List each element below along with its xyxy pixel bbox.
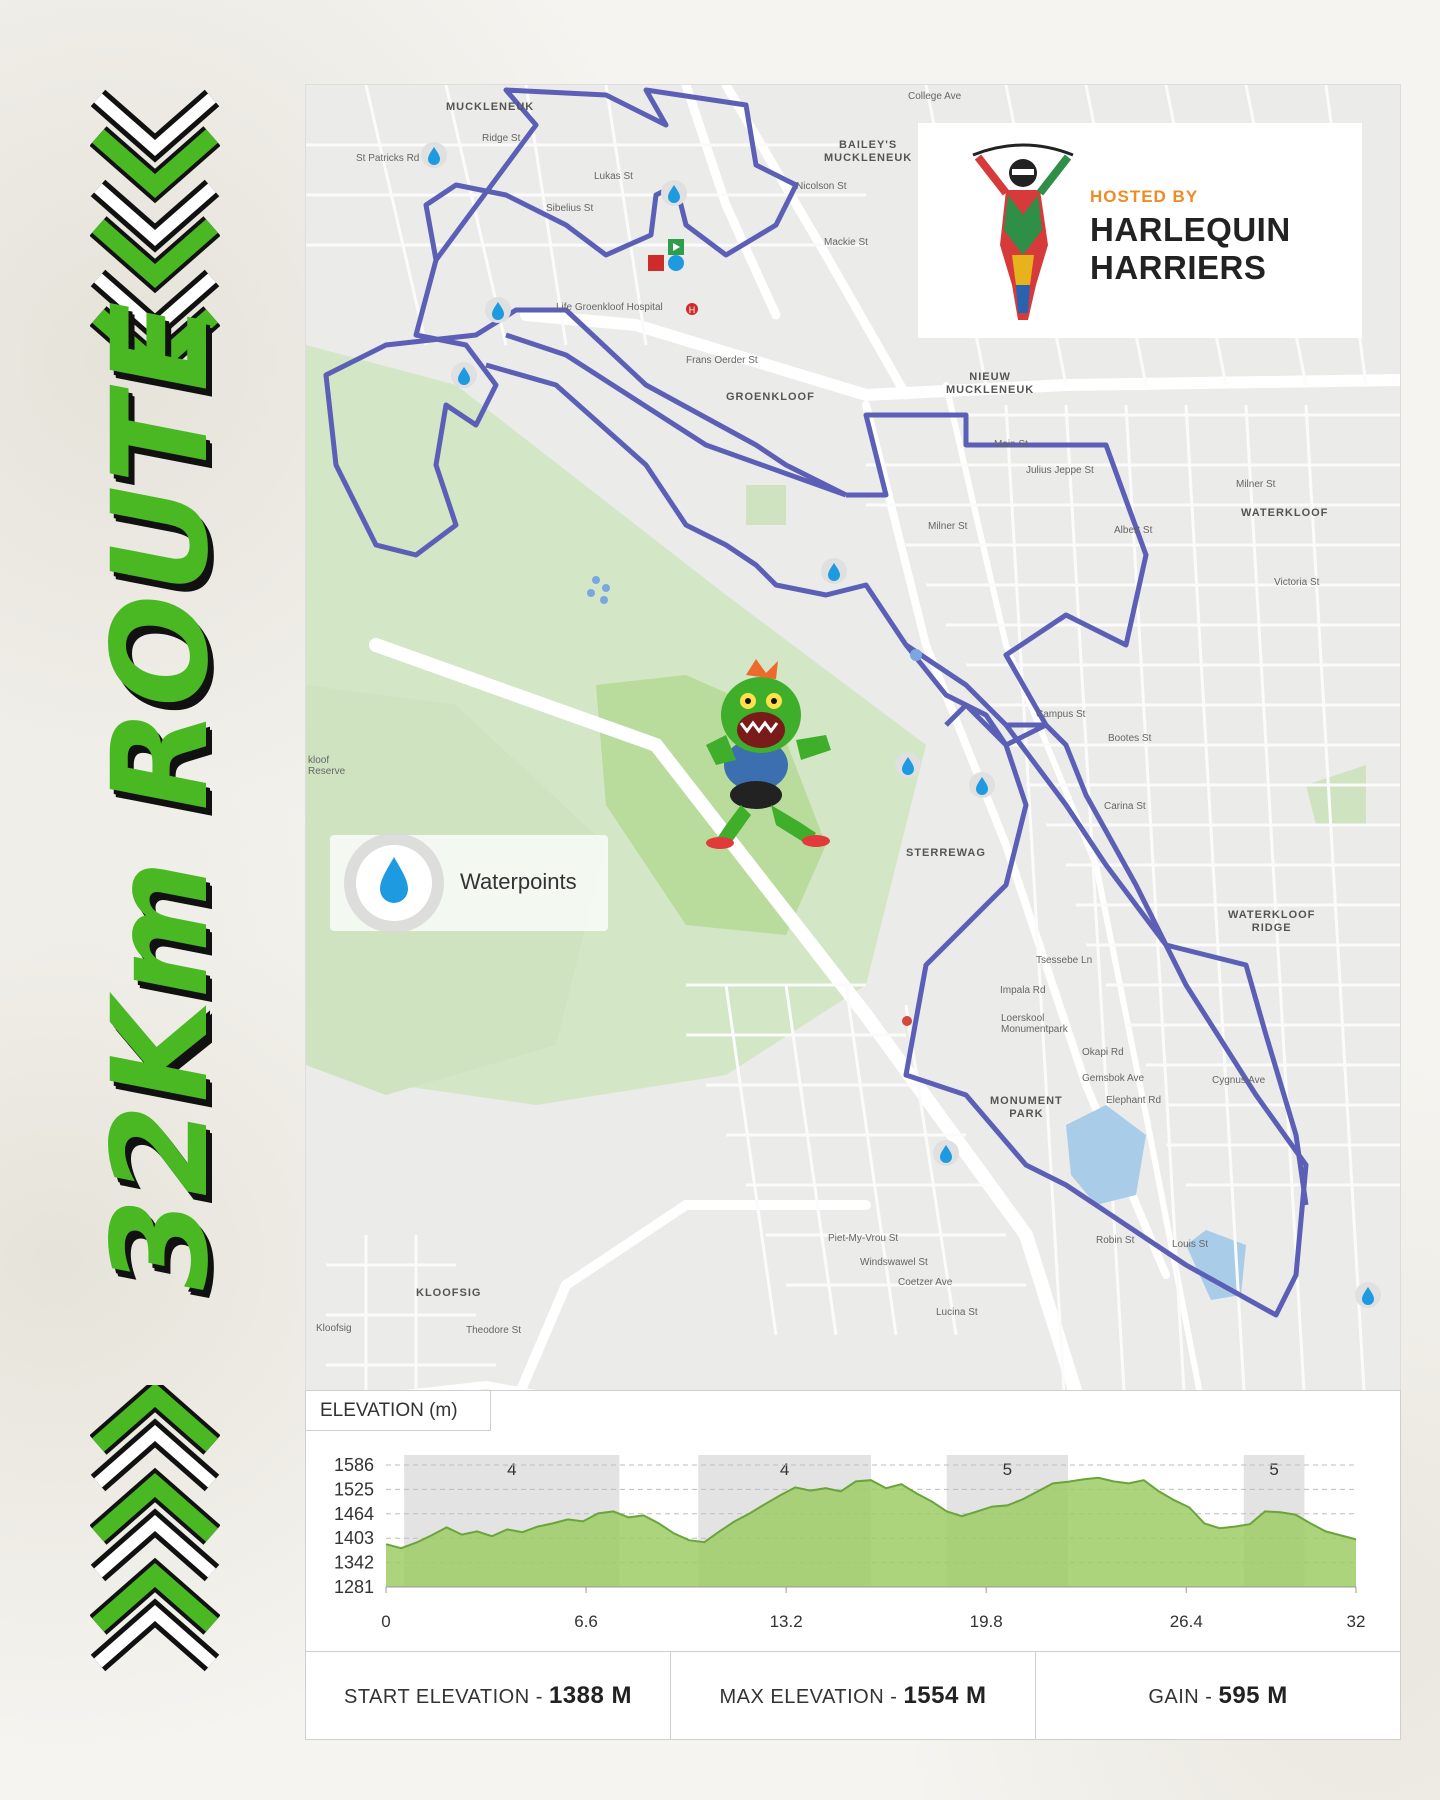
water-drop-icon	[969, 772, 995, 798]
stats-row	[306, 1651, 1400, 1740]
climb-label: 5	[1269, 1460, 1279, 1479]
street-label: Lucina St	[936, 1307, 978, 1318]
host-name-line: HARLEQUIN	[1090, 211, 1291, 248]
area-label: STERREWAG	[906, 847, 986, 859]
x-tick-label: 26.4	[1169, 1612, 1203, 1631]
street-label: Sibelius St	[546, 203, 594, 214]
waterpoints-legend	[330, 835, 608, 931]
street-label: Frans Oerder St	[686, 355, 758, 366]
water-drop-icon	[451, 362, 477, 388]
street-label: Main St	[994, 439, 1028, 450]
x-tick-label: 0	[381, 1612, 391, 1631]
street-label: Theodore St	[466, 1325, 522, 1336]
water-drop-icon	[1355, 1282, 1381, 1308]
elevation-panel	[305, 1390, 1401, 1740]
street-label: Nicolson St	[796, 181, 847, 192]
street-label: Julius Jeppe St	[1026, 465, 1094, 476]
water-drop-icon	[421, 142, 447, 168]
host-name-line: HARRIERS	[1090, 249, 1267, 286]
water-drop-icon	[485, 297, 511, 323]
park-area	[1306, 765, 1366, 825]
stat-value: 595 M	[1218, 1682, 1288, 1709]
area-label: MONUMENT PARK	[990, 1095, 1063, 1120]
area-label: GROENKLOOF	[726, 391, 815, 403]
x-tick-label: 19.8	[969, 1612, 1003, 1631]
area-label: KLOOFSIG	[416, 1287, 482, 1299]
host-logo-box	[918, 123, 1362, 338]
stat-cell	[306, 1652, 671, 1740]
y-tick-label: 1403	[333, 1528, 374, 1549]
street-label: Bootes St	[1108, 733, 1152, 744]
stat-value: 1554 M	[903, 1682, 987, 1709]
hospital-icon	[686, 303, 698, 315]
climb-label: 4	[507, 1460, 517, 1479]
street-label: Milner St	[928, 521, 968, 532]
street-label: Windswawel St	[860, 1257, 928, 1268]
street-label: Piet-My-Vrou St	[828, 1233, 899, 1244]
route-map[interactable]	[305, 84, 1401, 1426]
street-label: Ridge St	[482, 133, 521, 144]
area-label: MUCKLENEUK	[446, 101, 535, 113]
stat-value: 1388 M	[548, 1682, 633, 1709]
street-label: Robin St	[1096, 1235, 1135, 1246]
road-major	[686, 85, 776, 315]
water-drop-icon	[933, 1140, 959, 1166]
y-tick-label: 1342	[333, 1552, 374, 1573]
street-label: Lukas St	[594, 171, 633, 182]
street-label: Carina St	[1104, 801, 1146, 812]
street-label: Milner St	[1236, 479, 1276, 490]
elevation-chart	[306, 1431, 1400, 1641]
area-label: WATERKLOOF	[1241, 507, 1329, 519]
street-label: Victoria St	[1274, 577, 1320, 588]
climb-label: 4	[779, 1460, 790, 1479]
street-label: Kloofsig	[316, 1323, 352, 1334]
street-label: Albert St	[1114, 525, 1153, 536]
street-label: Louis St	[1172, 1239, 1209, 1250]
street-label: College Ave	[908, 91, 962, 102]
chevron-up-stack-icon	[90, 1385, 220, 1715]
water-drop-icon	[895, 752, 921, 778]
x-tick-label: 32	[1346, 1612, 1366, 1631]
street-label: Impala Rd	[1000, 985, 1046, 996]
street-label: Gemsbok Ave	[1082, 1073, 1145, 1084]
water-drop-icon	[821, 558, 847, 584]
area-label: WATERKLOOF RIDGE	[1228, 909, 1316, 934]
water-drop-icon	[661, 180, 687, 206]
street-label: Life Groenkloof Hospital	[556, 302, 663, 313]
stat-label: START ELEVATION -	[343, 1686, 549, 1708]
stat-cell	[671, 1652, 1036, 1740]
y-tick-label: 1464	[333, 1503, 374, 1524]
school-icon	[902, 1016, 912, 1026]
legend-label: Waterpoints	[460, 869, 577, 894]
x-tick-label: 13.2	[769, 1612, 803, 1631]
street-label: kloof Reserve	[308, 755, 346, 777]
street-label: Campus St	[1036, 709, 1086, 720]
stat-label: GAIN -	[1148, 1686, 1219, 1708]
park-area	[746, 485, 786, 525]
harlequin-logo-icon	[968, 135, 1078, 325]
street-label: Cygnus Ave	[1212, 1075, 1266, 1086]
street-label: Okapi Rd	[1082, 1047, 1124, 1058]
street-label: Elephant Rd	[1106, 1095, 1162, 1106]
stat-label: MAX ELEVATION -	[719, 1686, 904, 1708]
area-label: BAILEY'S MUCKLENEUK	[824, 139, 913, 164]
hosted-by-label: HOSTED BY	[1090, 187, 1199, 206]
street-label: Mackie St	[824, 237, 868, 248]
street-label: Coetzer Ave	[898, 1277, 953, 1288]
y-tick-label: 1525	[333, 1479, 374, 1500]
y-tick-label: 1586	[333, 1455, 374, 1475]
y-tick-label: 1281	[333, 1577, 374, 1597]
svg-text:H: H	[688, 305, 696, 315]
elevation-tab[interactable]: ELEVATION (m)	[306, 1391, 491, 1431]
host-name	[1090, 211, 1291, 287]
stat-cell	[1036, 1652, 1400, 1740]
water-drop-icon	[336, 825, 452, 941]
street-label: Tsessebe Ln	[1036, 955, 1093, 966]
street-label: Loerskool Monumentpark	[1001, 1013, 1068, 1035]
street-label: St Patricks Rd	[356, 153, 420, 164]
route-title: 32Km ROUTE	[84, 299, 238, 1290]
climb-label: 5	[1002, 1460, 1013, 1479]
x-tick-label: 6.6	[574, 1612, 598, 1631]
area-label: NIEUW MUCKLENEUK	[946, 371, 1035, 396]
